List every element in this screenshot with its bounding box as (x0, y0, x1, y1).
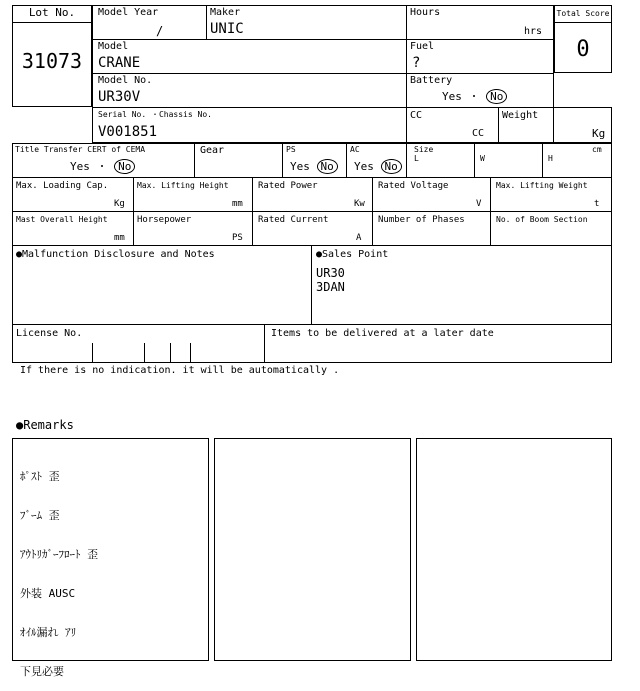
maker-label: Maker (210, 7, 241, 18)
rated-current-unit: A (356, 233, 362, 243)
ac-label: AC (350, 145, 360, 154)
remarks-line: ｵｲﾙ漏れ ｱﾘ (20, 626, 77, 639)
size-l: L (414, 154, 419, 163)
auto-note: If there is no indication. it will be automatically . (20, 365, 340, 376)
model-value: CRANE (98, 55, 141, 71)
weight-label: Weight (502, 110, 539, 121)
remarks-line: ﾌﾞｰﾑ 歪 (20, 509, 60, 522)
battery-yes: Yes (442, 90, 462, 103)
remarks-text (20, 444, 98, 691)
size-h: H (548, 154, 553, 163)
remarks-box-2 (214, 438, 411, 661)
rated-power-label: Rated Power (258, 181, 318, 191)
max-loading-label: Max. Loading Cap. (16, 181, 109, 191)
lot-label: Lot No. (28, 6, 76, 19)
sales-point-line: 3DAN (316, 280, 345, 294)
total-score-label: Total Score (556, 9, 610, 18)
maker-value: UNIC (210, 21, 244, 37)
rated-voltage-unit: V (476, 199, 482, 209)
remarks-line: ｱｳﾄﾘｶﾞｰﾌﾛｰﾄ 歪 (20, 548, 99, 561)
sales-point-line: UR30 (316, 266, 345, 280)
remarks-box-3 (416, 438, 612, 661)
size-label: Size (414, 145, 434, 154)
model-label: Model (98, 41, 129, 52)
max-loading-unit: Kg (114, 199, 125, 209)
title-transfer-no-circled: No (114, 159, 135, 174)
malfunction-label: ●Malfunction Disclosure and Notes (16, 249, 215, 260)
sales-point-text (316, 266, 345, 294)
lot-number: 31073 (21, 49, 83, 73)
weight-unit: Kg (592, 127, 606, 140)
fuel-label: Fuel (410, 41, 435, 52)
battery-dot: ・ (468, 90, 480, 103)
gear-label: Gear (200, 145, 225, 156)
size-w: W (480, 154, 485, 163)
license-label: License No. (16, 328, 83, 339)
horsepower-unit: PS (232, 233, 243, 243)
ps-no-circled: No (317, 159, 338, 174)
battery-no-circled: No (486, 89, 507, 104)
battery-choice (442, 89, 507, 104)
rated-current-label: Rated Current (258, 215, 329, 225)
serial-label: Serial No. ・Chassis No. (98, 110, 212, 119)
title-transfer-dot: ・ (96, 160, 108, 173)
hours-unit: hrs (524, 26, 543, 37)
remarks-line: 外装 AUSC (20, 587, 76, 600)
ac-no-circled: No (381, 159, 402, 174)
title-transfer-label: Title Transfer CERT of CEMA (15, 145, 146, 154)
ac-choice (354, 159, 402, 174)
phases-label: Number of Phases (378, 215, 465, 225)
rated-power-unit: Kw (354, 199, 365, 209)
horsepower-label: Horsepower (137, 215, 192, 225)
serial-value: V001851 (98, 124, 158, 140)
max-lifting-height-unit: mm (232, 199, 243, 209)
total-score-value: 0 (576, 37, 590, 62)
cc-label: CC (410, 110, 423, 121)
model-year-label: Model Year (98, 7, 159, 18)
model-no-label: Model No. (98, 75, 153, 86)
max-lifting-height-label: Max. Lifting Height (137, 181, 229, 190)
title-transfer-yes: Yes (70, 160, 90, 173)
mast-height-label: Mast Overall Height (16, 215, 108, 224)
mast-height-unit: mm (114, 233, 125, 243)
rated-voltage-label: Rated Voltage (378, 181, 449, 191)
remarks-label: ●Remarks (16, 418, 74, 432)
title-transfer-choice (70, 159, 135, 174)
later-items-label: Items to be delivered at a later date (271, 328, 494, 339)
hours-label: Hours (410, 7, 441, 18)
ps-label: PS (286, 145, 296, 154)
remarks-line: ﾎﾟｽﾄ 歪 (20, 470, 60, 483)
fuel-value: ? (412, 55, 421, 71)
remarks-line: 下見必要 (20, 665, 64, 678)
ac-yes: Yes (354, 160, 374, 173)
cc-unit: CC (472, 128, 485, 139)
battery-label: Battery (410, 75, 453, 86)
model-year-value: / (156, 24, 164, 38)
max-lifting-weight-label: Max. Lifting Weight (496, 181, 588, 190)
ps-choice (290, 159, 338, 174)
max-lifting-weight-unit: t (594, 199, 600, 209)
sales-point-label: ●Sales Point (316, 249, 389, 260)
boom-sections-label: No. of Boom Section (496, 215, 588, 224)
size-unit: cm (592, 145, 602, 154)
ps-yes: Yes (290, 160, 310, 173)
model-no-value: UR30V (98, 89, 141, 105)
